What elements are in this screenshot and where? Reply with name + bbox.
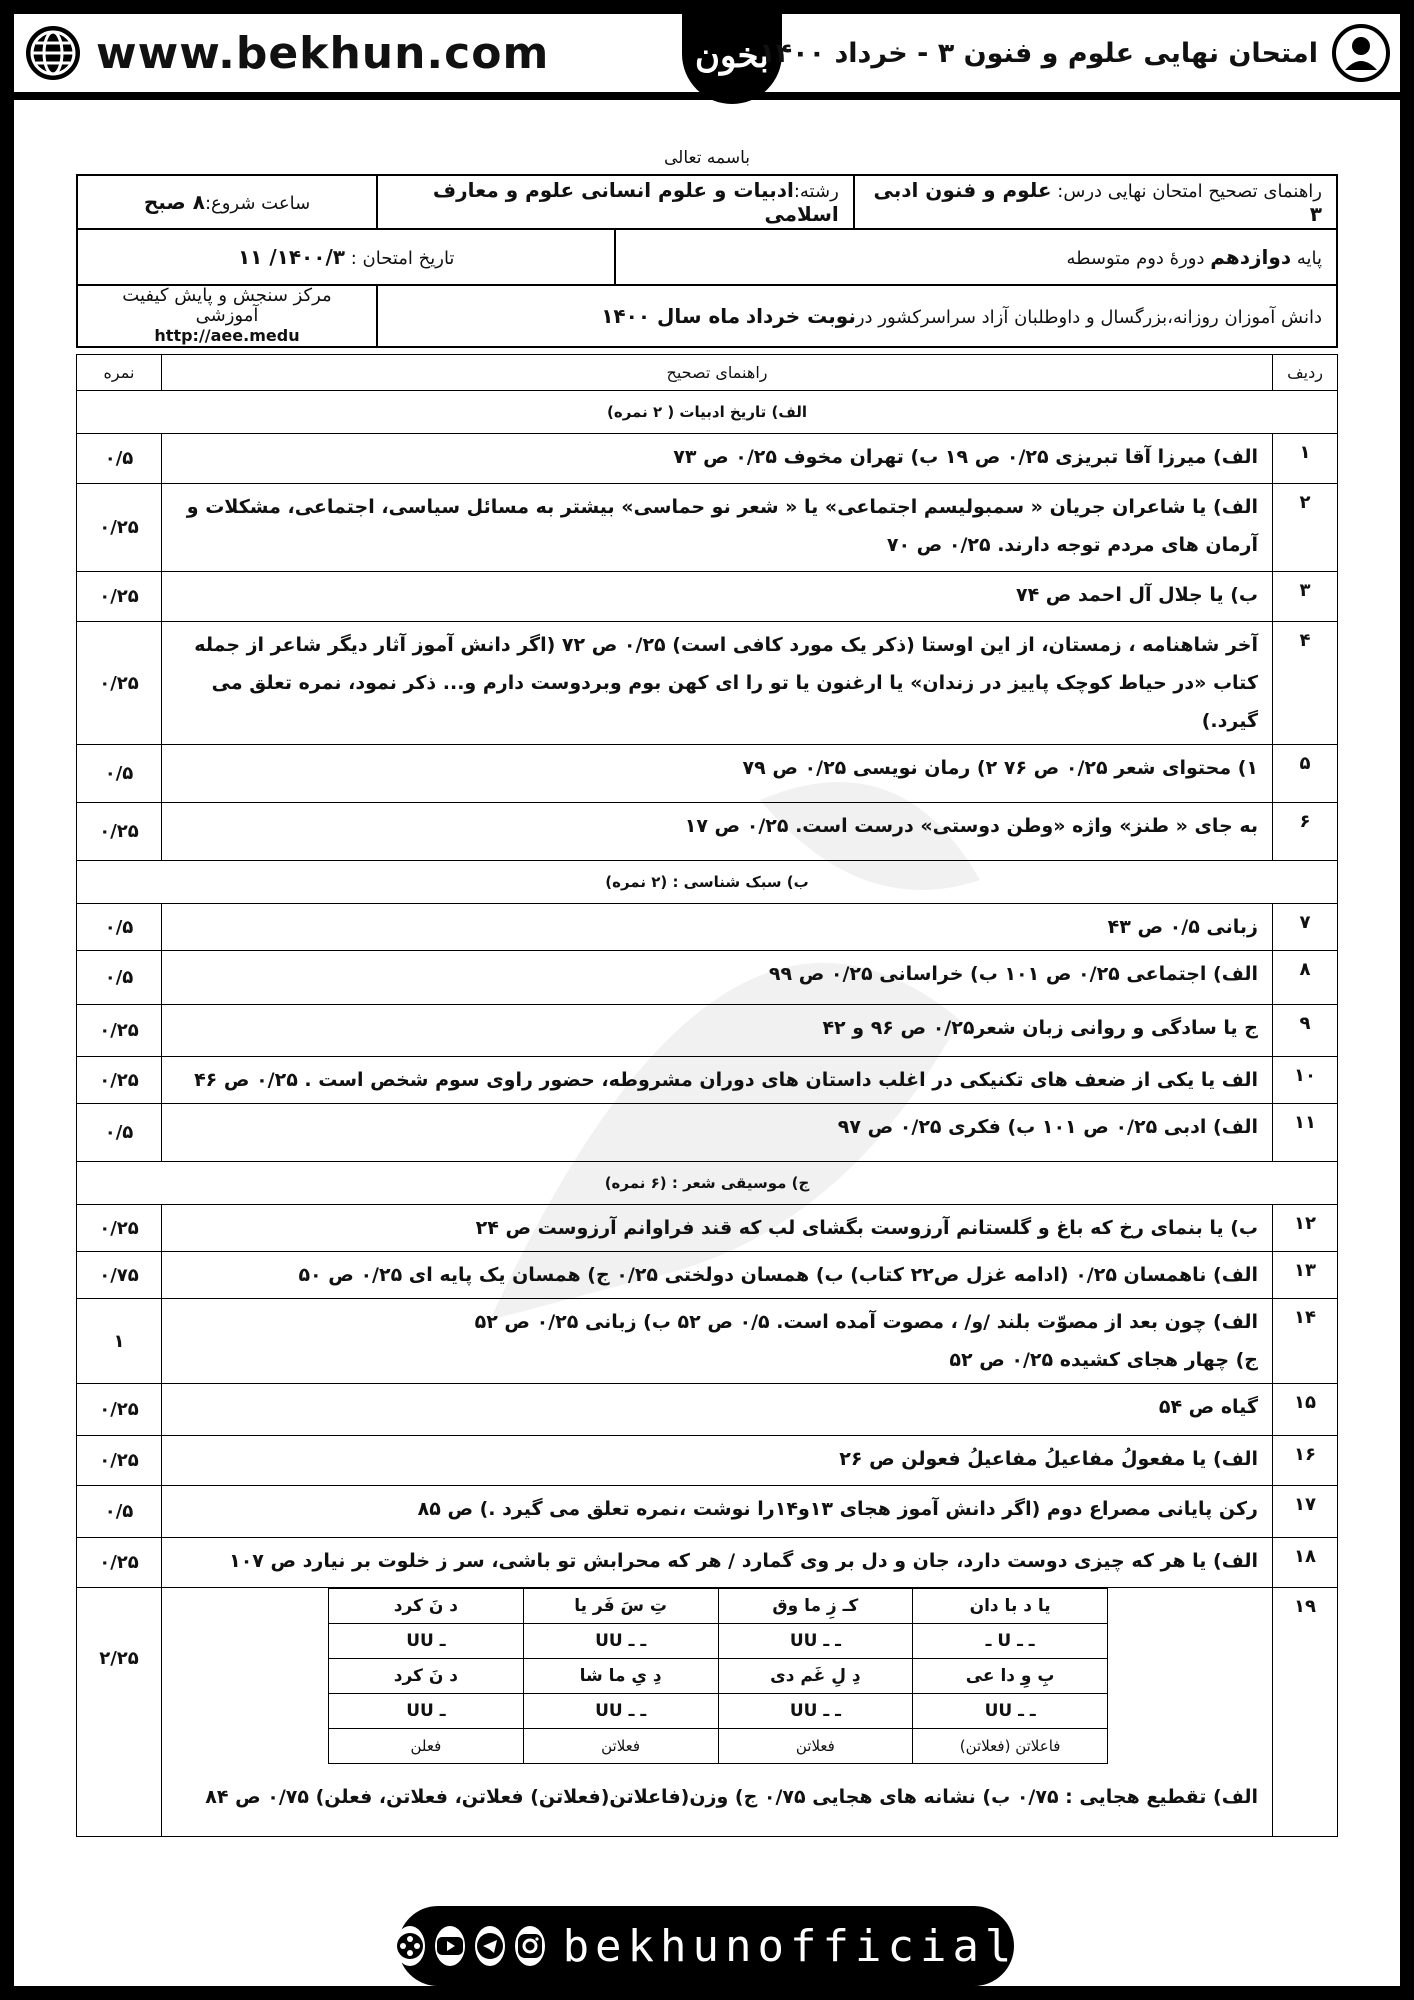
scansion-cell: ـ ـ UU bbox=[913, 1694, 1108, 1729]
answer-cell bbox=[162, 484, 1273, 572]
score-cell: ۰/۵ bbox=[77, 745, 162, 803]
telegram-icon[interactable] bbox=[475, 1926, 505, 1966]
answer-text: الف) اجتماعی ۰/۲۵ ص ۱۰۱ ب) خراسانی ۰/۲۵ ص ۹۹ bbox=[768, 963, 1258, 985]
question-row bbox=[77, 572, 1338, 622]
score-cell: ۰/۲۵ bbox=[77, 1205, 162, 1252]
answer-cell bbox=[162, 904, 1273, 951]
answer-cell bbox=[162, 1104, 1273, 1162]
social-bar[interactable] bbox=[398, 1906, 1018, 1986]
answer-cell bbox=[162, 1384, 1273, 1436]
question-row bbox=[77, 1486, 1338, 1538]
question-number: ۱۰ bbox=[1273, 1057, 1338, 1104]
scansion-row bbox=[329, 1589, 1108, 1624]
answer-text: الف) یا هر که چیزی دوست دارد، جان و دل بر وی گمارد / هر که محرابش تو باشی، سر ز خلوت بر نیارد ص ۱۰۷ bbox=[229, 1550, 1258, 1572]
aparat-icon[interactable] bbox=[395, 1926, 425, 1966]
answer-cell bbox=[162, 1588, 1273, 1837]
question-number: ۵ bbox=[1273, 745, 1338, 803]
scansion-cell: ـ ـ U ـ bbox=[913, 1624, 1108, 1659]
question-row bbox=[77, 1057, 1338, 1104]
answer-text: الف) میرزا آقا تبریزی ۰/۲۵ ص ۱۹ ب) تهران مخوف ۰/۲۵ ص ۷۳ bbox=[673, 446, 1258, 468]
score-cell: ۰/۵ bbox=[77, 434, 162, 484]
answer-text: الف یا یکی از ضعف های تکنیکی در اغلب داستان های دوران مشروطه، حضور راوی سوم شخص است . ۰/۲۵ ص ۴۶ bbox=[194, 1069, 1258, 1091]
score-cell: ۰/۲۵ bbox=[77, 622, 162, 745]
question-number: ۱۸ bbox=[1273, 1538, 1338, 1588]
answer-text: الف) چون بعد از مصوّت بلند /و/ ، مصوت آمده است. ۰/۵ ص ۵۲ ب) زبانی ۰/۲۵ ص ۵۲ bbox=[474, 1311, 1258, 1333]
answer-text: ج یا سادگی و روانی زبان شعر۰/۲۵ ص ۹۶ و ۴۲ bbox=[822, 1017, 1258, 1039]
subject: علوم و فنون ادبی ۳ bbox=[873, 178, 1322, 226]
score-cell: ۰/۲۵ bbox=[77, 1384, 162, 1436]
col-row: ردیف bbox=[1273, 355, 1338, 391]
answer-text: زبانی ۰/۵ ص ۴۳ bbox=[1107, 916, 1258, 938]
field-cell bbox=[377, 175, 854, 229]
section-heading: الف) تاریخ ادبیات ( ۲ نمره) bbox=[77, 391, 1338, 434]
question-row bbox=[77, 1436, 1338, 1486]
question-row bbox=[77, 1299, 1338, 1384]
col-guide: راهنمای تصحیح bbox=[162, 355, 1273, 391]
question-number: ۳ bbox=[1273, 572, 1338, 622]
site-link[interactable] bbox=[24, 24, 549, 82]
scansion-cell: بِ وِ دا عی bbox=[913, 1659, 1108, 1694]
scansion-row bbox=[329, 1659, 1108, 1694]
score-cell: ۰/۵ bbox=[77, 951, 162, 1005]
question-number: ۱۶ bbox=[1273, 1436, 1338, 1486]
center-cell bbox=[77, 285, 377, 347]
date-cell bbox=[77, 229, 615, 285]
date-label: تاریخ امتحان : bbox=[350, 248, 455, 269]
basmala: باسمه تعالی bbox=[664, 148, 750, 168]
subject-label: راهنمای تصحیح امتحان نهایی درس: bbox=[1057, 181, 1322, 202]
score-cell: ۰/۲۵ bbox=[77, 803, 162, 861]
scansion-cell: ـ ـ UU bbox=[523, 1624, 718, 1659]
score-cell: ۰/۵ bbox=[77, 1104, 162, 1162]
scansion-cell: فعلن bbox=[329, 1729, 524, 1764]
scansion-cell: فعلاتن bbox=[523, 1729, 718, 1764]
scansion-row bbox=[329, 1624, 1108, 1659]
start-time: ۸ صبح bbox=[143, 190, 205, 214]
instagram-icon[interactable] bbox=[515, 1926, 545, 1966]
top-banner bbox=[14, 14, 1400, 100]
scansion-cell: یا د با دان bbox=[913, 1589, 1108, 1624]
answer-text: الف) یا مفعولُ مفاعیلُ مفاعیلُ فعولن ص ۲۶ bbox=[839, 1448, 1258, 1470]
question-number: ۱۹ bbox=[1273, 1588, 1338, 1837]
scansion-cell: کـ زِ ما وق bbox=[718, 1589, 913, 1624]
column-header-row bbox=[77, 355, 1338, 391]
scansion-cell: دِ ىِ ما شا bbox=[523, 1659, 718, 1694]
scansion-row bbox=[329, 1694, 1108, 1729]
scansion-cell: د نَ کرد bbox=[329, 1589, 524, 1624]
answer-text: گیاه ص ۵۴ bbox=[1158, 1396, 1258, 1418]
center-name: مرکز سنجش و پایش کیفیت آموزشی bbox=[122, 285, 332, 326]
score-cell: ۰/۲۵ bbox=[77, 1436, 162, 1486]
scansion-table bbox=[328, 1588, 1108, 1764]
scansion-cell: ـ ـ UU bbox=[718, 1694, 913, 1729]
score-cell: ۲/۲۵ bbox=[77, 1588, 162, 1837]
scansion-cell: ـ ـ UU bbox=[718, 1624, 913, 1659]
question-number: ۱۷ bbox=[1273, 1486, 1338, 1538]
scansion-cell: ـ UU bbox=[329, 1624, 524, 1659]
answer-cell bbox=[162, 1252, 1273, 1299]
question-row bbox=[77, 1205, 1338, 1252]
question-row bbox=[77, 1252, 1338, 1299]
question-number: ۱ bbox=[1273, 434, 1338, 484]
field: ادبیات و علوم انسانی علوم و معارف اسلامی bbox=[432, 178, 839, 226]
answer-text: الف) یا شاعران جریان « سمبولیسم اجتماعی» یا « شعر نو حماسی» بیشتر به مسائل سیاسی، اجتماعی، مشکلات و آرمان های مردم توجه دارند. ۰/۲۵ ص ۷۰ bbox=[186, 496, 1258, 556]
answer-cell bbox=[162, 1299, 1273, 1384]
user-icon bbox=[1332, 24, 1390, 82]
answer-cell bbox=[162, 622, 1273, 745]
scansion-cell: دِ لِ غَم دی bbox=[718, 1659, 913, 1694]
section-heading: ب) سبک شناسی : (۲ نمره) bbox=[77, 861, 1338, 904]
question-row bbox=[77, 803, 1338, 861]
answer-cell bbox=[162, 803, 1273, 861]
question-number: ۱۴ bbox=[1273, 1299, 1338, 1384]
score-cell: ۰/۲۵ bbox=[77, 572, 162, 622]
answer-cell bbox=[162, 1057, 1273, 1104]
score-cell: ۱ bbox=[77, 1299, 162, 1384]
question-row bbox=[77, 745, 1338, 803]
question-row bbox=[77, 1384, 1338, 1436]
session: نوبت خرداد bbox=[745, 304, 856, 328]
question-number: ۹ bbox=[1273, 1005, 1338, 1057]
score-cell: ۰/۲۵ bbox=[77, 1057, 162, 1104]
question-row bbox=[77, 622, 1338, 745]
youtube-icon[interactable] bbox=[435, 1926, 465, 1966]
answers-table bbox=[76, 354, 1338, 1837]
answer-text: به جای « طنز» واژه «وطن دوستی» درست است. ۰/۲۵ ص ۱۷ bbox=[684, 815, 1258, 837]
question-row bbox=[77, 1588, 1338, 1837]
answer-cell bbox=[162, 572, 1273, 622]
students-cell bbox=[377, 285, 1337, 347]
exam-title: امتحان نهایی علوم و فنون ۳ - خرداد ۱۴۰۰ bbox=[759, 37, 1318, 69]
question-number: ۱۵ bbox=[1273, 1384, 1338, 1436]
question-row bbox=[77, 434, 1338, 484]
answer-cell bbox=[162, 1005, 1273, 1057]
section-heading-row bbox=[77, 391, 1338, 434]
answer-text: ب) یا جلال آل احمد ص ۷۴ bbox=[1015, 584, 1258, 606]
answer-cell bbox=[162, 434, 1273, 484]
question-row bbox=[77, 904, 1338, 951]
scansion-cell: ـ UU bbox=[329, 1694, 524, 1729]
start-label: ساعت شروع: bbox=[204, 193, 311, 214]
exam-year: ماه سال ۱۴۰۰ bbox=[601, 304, 741, 328]
question-row bbox=[77, 1538, 1338, 1588]
grade-label: پایه bbox=[1296, 248, 1322, 269]
answer-text: رکن پایانی مصراع دوم (اگر دانش آموز هجای ۱۳و۱۴را نوشت ،نمره تعلق می گیرد .) ص ۸۵ bbox=[417, 1498, 1258, 1520]
answer-text: الف) ادبی ۰/۲۵ ص ۱۰۱ ب) فکری ۰/۲۵ ص ۹۷ bbox=[837, 1116, 1258, 1138]
question-number: ۴ bbox=[1273, 622, 1338, 745]
logo-text: بخون bbox=[695, 36, 769, 76]
question-row bbox=[77, 484, 1338, 572]
section-heading: ج) موسیقی شعر : (۶ نمره) bbox=[77, 1162, 1338, 1205]
score-cell: ۰/۲۵ bbox=[77, 484, 162, 572]
answer-text: آخر شاهنامه ، زمستان، از این اوستا (ذکر یک مورد کافی است) ۰/۲۵ ص ۷۲ (اگر دانش آموز آثار دیگر شاعر از جمله کتاب «در حیاط کوچک پاییز در زندان» یا ارغنون یا تو را ای کهن بوم وبردوست دارم و... ذکر نمود، نمره تعلق می گیرد.) bbox=[194, 634, 1258, 732]
score-cell: ۰/۲۵ bbox=[77, 1005, 162, 1057]
start-cell bbox=[77, 175, 377, 229]
score-cell: ۰/۷۵ bbox=[77, 1252, 162, 1299]
col-score: نمره bbox=[77, 355, 162, 391]
question-number: ۱۳ bbox=[1273, 1252, 1338, 1299]
answer-text: ب) یا بنمای رخ که باغ و گلستانم آرزوست بگشای لب که قند فراوانم آرزوست ص ۲۴ bbox=[475, 1217, 1258, 1239]
students-text: دانش آموزان روزانه،بزرگسال و داوطلبان آزاد سراسرکشور در bbox=[855, 307, 1322, 328]
answer-cell bbox=[162, 951, 1273, 1005]
answer-cell bbox=[162, 745, 1273, 803]
exam-info-table bbox=[76, 174, 1338, 348]
answer-cell bbox=[162, 1538, 1273, 1588]
scansion-cell: فاعلاتن (فعلاتن) bbox=[913, 1729, 1108, 1764]
subject-cell bbox=[854, 175, 1337, 229]
question-row bbox=[77, 951, 1338, 1005]
section-heading-row bbox=[77, 1162, 1338, 1205]
site-url[interactable]: www.bekhun.com bbox=[96, 27, 550, 79]
center-url[interactable]: http://aee.medu bbox=[154, 326, 300, 345]
score-cell: ۰/۵ bbox=[77, 1486, 162, 1538]
question-number: ۱۲ bbox=[1273, 1205, 1338, 1252]
social-handle[interactable]: bekhunofficial bbox=[562, 1920, 1018, 1972]
question-number: ۶ bbox=[1273, 803, 1338, 861]
score-cell: ۰/۵ bbox=[77, 904, 162, 951]
score-cell: ۰/۲۵ bbox=[77, 1538, 162, 1588]
answer-cell bbox=[162, 1205, 1273, 1252]
question-number: ۸ bbox=[1273, 951, 1338, 1005]
section-heading-row bbox=[77, 861, 1338, 904]
field-label: رشته: bbox=[793, 181, 839, 202]
question-row bbox=[77, 1005, 1338, 1057]
globe-icon bbox=[24, 24, 82, 82]
scansion-row bbox=[329, 1729, 1108, 1764]
answer-cell bbox=[162, 1436, 1273, 1486]
exam-date: ۱۴۰۰/۳/ ۱۱ bbox=[237, 245, 345, 269]
grade-rest: دورۀ دوم متوسطه bbox=[1066, 248, 1205, 269]
answer-text: الف) ناهمسان ۰/۲۵ (ادامه غزل ص۲۲ کتاب) ب) همسان دولختی ۰/۲۵ ج) همسان یک پایه ای ۰/۲۵ ص ۵۰ bbox=[298, 1264, 1258, 1286]
scansion-cell: ـ ـ UU bbox=[523, 1694, 718, 1729]
answer-text-line2: ج) چهار هجای کشیده ۰/۲۵ ص ۵۲ bbox=[949, 1349, 1258, 1371]
grade: دوازدهم bbox=[1210, 245, 1292, 269]
scansion-cell: تِ سَ فَر یا bbox=[523, 1589, 718, 1624]
scansion-cell: فعلاتن bbox=[718, 1729, 913, 1764]
question-number: ۷ bbox=[1273, 904, 1338, 951]
answer-text: الف) تقطیع هجایی : ۰/۷۵ ب) نشانه های هجایی ۰/۷۵ ج) وزن(فاعلاتن(فعلاتن) فعلاتن، فعلاتن، فعلن) ۰/۷۵ ص ۸۴ bbox=[205, 1786, 1258, 1808]
answer-key bbox=[76, 148, 1338, 1837]
scansion-cell: د نَ کرد bbox=[329, 1659, 524, 1694]
exam-title-group bbox=[759, 24, 1390, 82]
question-number: ۱۱ bbox=[1273, 1104, 1338, 1162]
question-row bbox=[77, 1104, 1338, 1162]
answer-text: ۱) محتوای شعر ۰/۲۵ ص ۷۶ ۲) رمان نویسی ۰/۲۵ ص ۷۹ bbox=[742, 757, 1258, 779]
question-number: ۲ bbox=[1273, 484, 1338, 572]
grade-cell bbox=[615, 229, 1337, 285]
answer-cell bbox=[162, 1486, 1273, 1538]
